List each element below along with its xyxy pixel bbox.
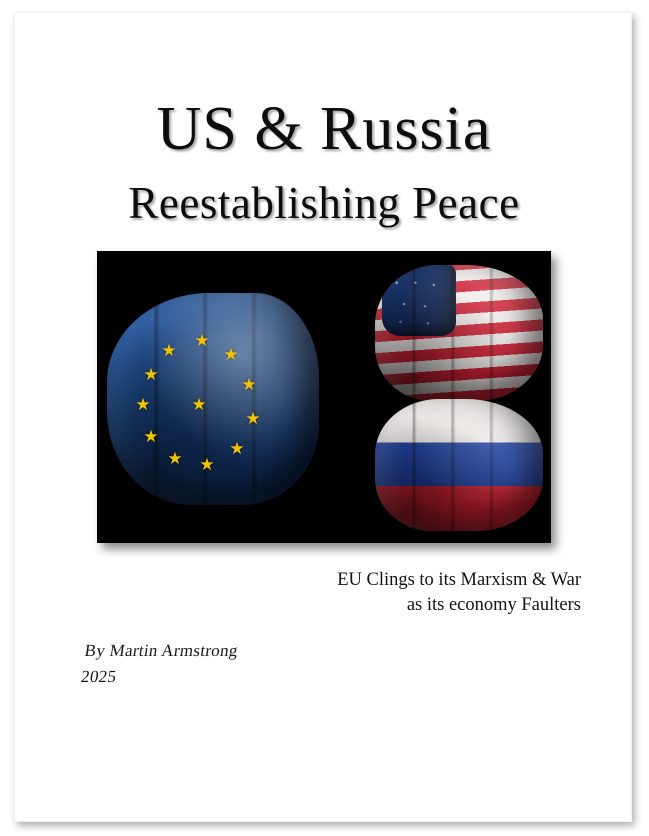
cover-image: [97, 251, 551, 543]
publication-year: 2025: [79, 666, 118, 686]
russia-fist-icon: [375, 399, 543, 531]
russia-fist-shading: [375, 399, 543, 531]
byline: [79, 638, 239, 689]
eu-fist-icon: [107, 293, 319, 505]
caption-line-1: EU Clings to its Marxism & War: [337, 570, 581, 590]
caption-line-2: as its economy Faulters: [406, 594, 581, 615]
author-name: By Martin Armstrong: [83, 641, 240, 660]
us-fist-icon: [375, 265, 543, 401]
page-subtitle: Reestablishing Peace: [128, 178, 520, 228]
us-flag-canton: [382, 265, 456, 336]
cover-caption: [15, 568, 581, 618]
page-title: US & Russia: [156, 95, 492, 163]
cover-sheet: [14, 12, 632, 822]
russia-fist-light: [375, 399, 543, 531]
